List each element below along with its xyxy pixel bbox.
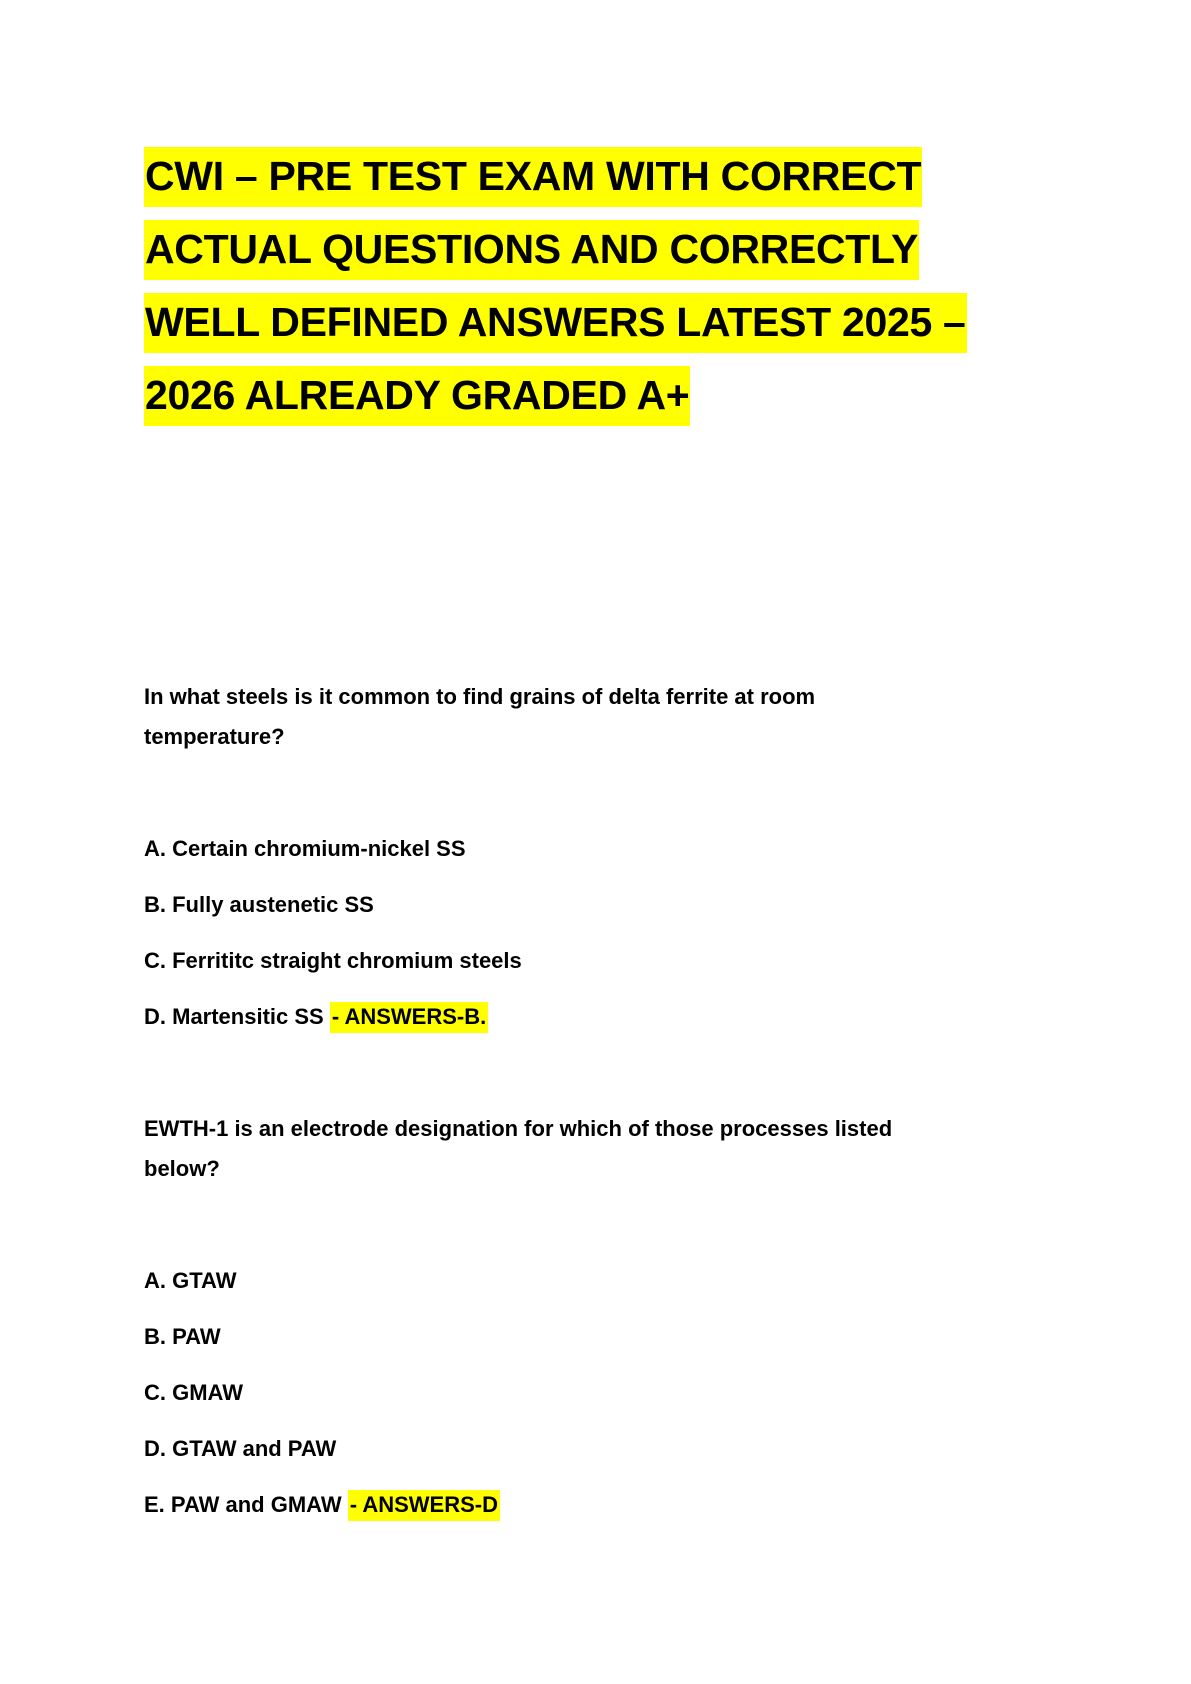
question-2-option-b: B. PAW — [144, 1324, 221, 1349]
question-1 — [144, 677, 1044, 757]
question-2-line: EWTH-1 is an electrode designation for which of those processes listed — [144, 1116, 893, 1141]
title-line — [144, 213, 1044, 286]
title-line — [144, 140, 1044, 213]
question-2-option-c: C. GMAW — [144, 1380, 243, 1405]
document-title — [144, 140, 1044, 432]
question-1-option-a: A. Certain chromium-nickel SS — [144, 836, 466, 861]
question-2 — [144, 1109, 1044, 1189]
title-highlight: WELL DEFINED ANSWERS LATEST 2025 – — [144, 293, 967, 353]
title-highlight: ACTUAL QUESTIONS AND CORRECTLY — [144, 220, 919, 280]
question-1-answer: - ANSWERS-B. — [330, 1002, 488, 1033]
question-1-line: temperature? — [144, 724, 285, 749]
question-2-option-a: A. GTAW — [144, 1268, 237, 1293]
question-2-line: below? — [144, 1156, 220, 1181]
question-1-option-d — [144, 1001, 488, 1033]
question-1-option-d-text: D. Martensitic SS — [144, 1004, 324, 1029]
question-2-option-e-text: E. PAW and GMAW — [144, 1492, 342, 1517]
question-1-option-b: B. Fully austenetic SS — [144, 892, 374, 917]
title-highlight: CWI – PRE TEST EXAM WITH CORRECT — [144, 147, 922, 207]
question-2-option-d: D. GTAW and PAW — [144, 1436, 337, 1461]
title-line — [144, 286, 1044, 359]
question-1-line: In what steels is it common to find grains of delta ferrite at room — [144, 684, 816, 709]
title-line — [144, 359, 1044, 432]
question-2-answer: - ANSWERS-D — [348, 1490, 500, 1521]
question-1-option-c: C. Ferrititc straight chromium steels — [144, 948, 522, 973]
title-highlight: 2026 ALREADY GRADED A+ — [144, 366, 690, 426]
question-2-option-e — [144, 1489, 500, 1521]
